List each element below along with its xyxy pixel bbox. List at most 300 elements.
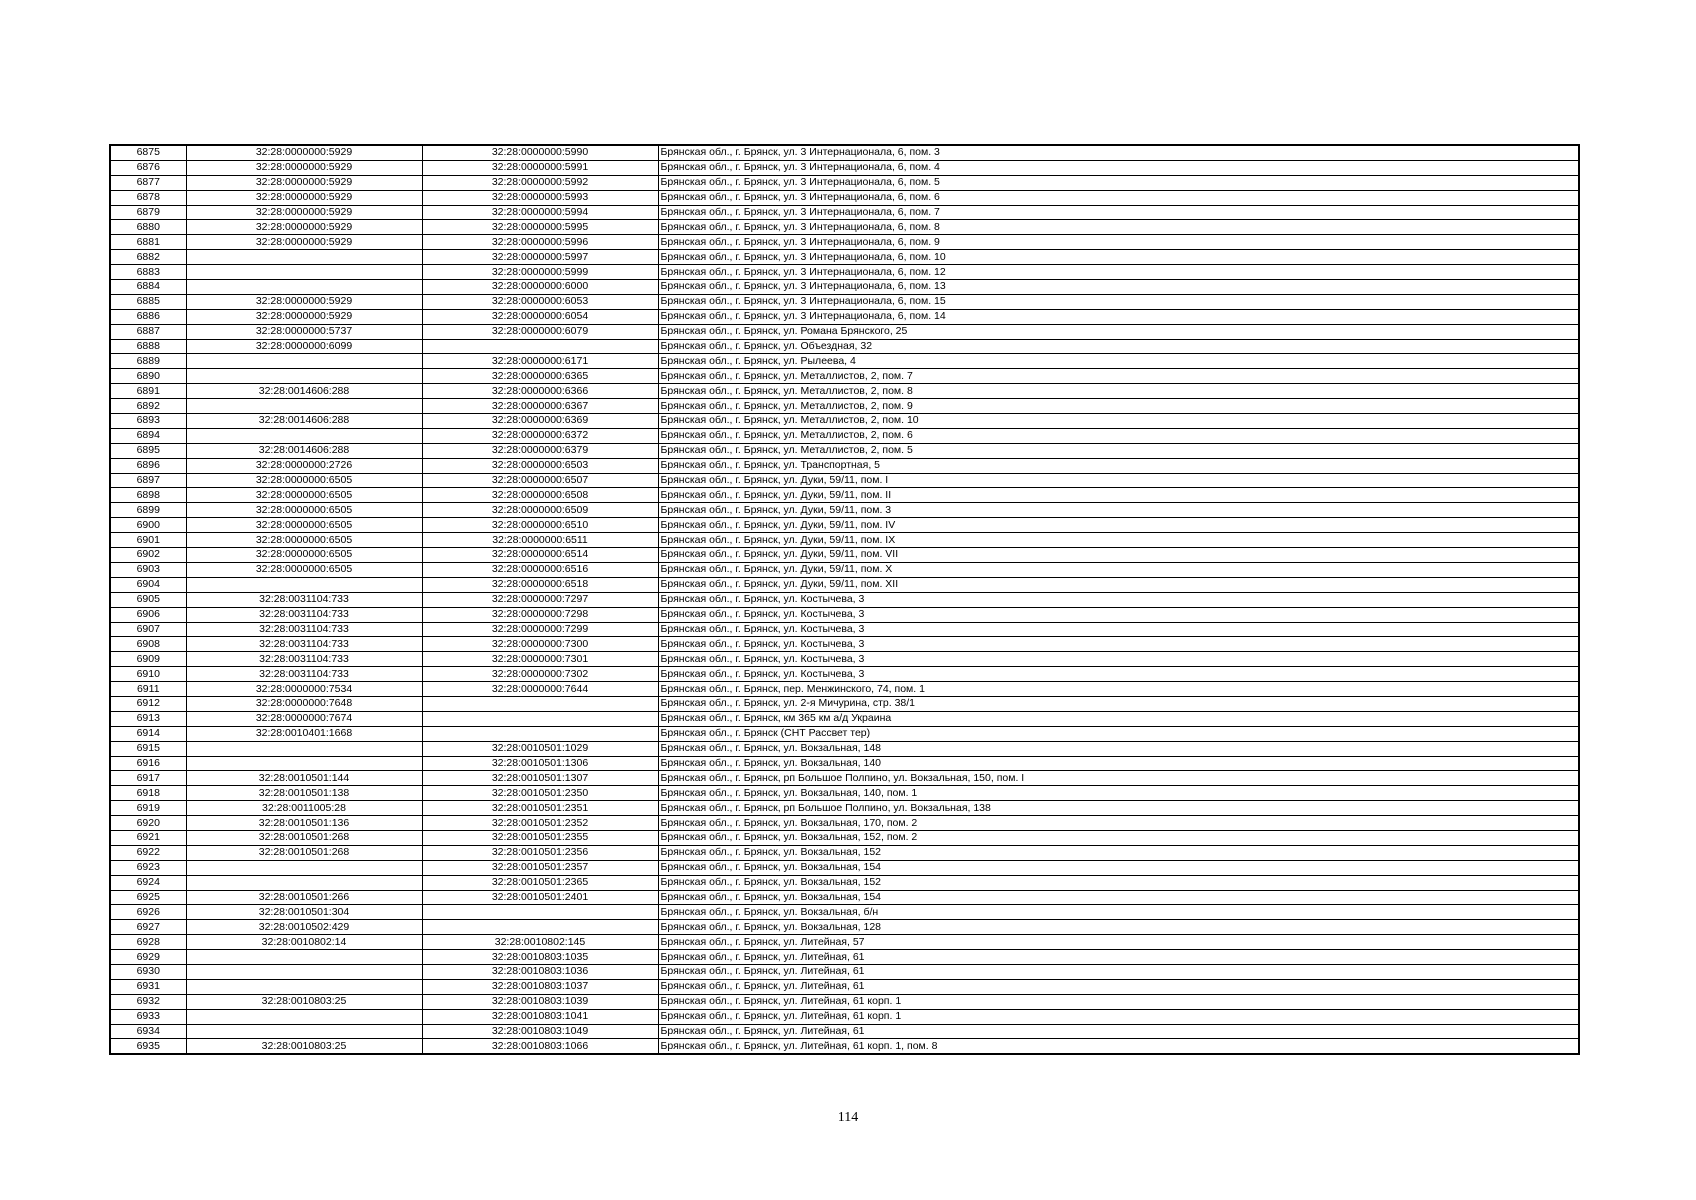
table-row [110,860,1579,875]
address-cell: Брянская обл., г. Брянск, ул. Вокзальная, 154 [658,890,1579,905]
address-cell: Брянская обл., г. Брянск, ул. 3 Интернационала, 6, пом. 12 [658,265,1579,280]
address-cell: Брянская обл., г. Брянск, ул. Дуки, 59/11, пом. IV [658,518,1579,533]
table-row [110,488,1579,503]
row-number-cell: 6929 [110,950,186,965]
address-cell: Брянская обл., г. Брянск, ул. Дуки, 59/11, пом. VII [658,548,1579,563]
row-number-cell: 6887 [110,324,186,339]
table-row [110,428,1579,443]
table-row [110,637,1579,652]
table-row [110,845,1579,860]
object-cadastral-number-cell: 32:28:0000000:7297 [422,592,658,607]
address-cell: Брянская обл., г. Брянск, рп Большое Полпино, ул. Вокзальная, 150, пом. I [658,771,1579,786]
address-cell: Брянская обл., г. Брянск, ул. 3 Интернационала, 6, пом. 7 [658,205,1579,220]
table-row [110,816,1579,831]
object-cadastral-number-cell: 32:28:0010501:2350 [422,786,658,801]
table-row [110,190,1579,205]
parcel-cadastral-number-cell [186,756,422,771]
parcel-cadastral-number-cell [186,577,422,592]
table-row [110,682,1579,697]
parcel-cadastral-number-cell: 32:28:0031104:733 [186,637,422,652]
table-row [110,964,1579,979]
parcel-cadastral-number-cell: 32:28:0031104:733 [186,607,422,622]
object-cadastral-number-cell: 32:28:0000000:5994 [422,205,658,220]
object-cadastral-number-cell: 32:28:0010501:2352 [422,816,658,831]
object-cadastral-number-cell: 32:28:0000000:5995 [422,220,658,235]
table-row [110,667,1579,682]
parcel-cadastral-number-cell: 32:28:0000000:5929 [186,145,422,160]
parcel-cadastral-number-cell: 32:28:0014606:288 [186,414,422,429]
object-cadastral-number-cell: 32:28:0000000:6079 [422,324,658,339]
row-number-cell: 6877 [110,175,186,190]
row-number-cell: 6911 [110,682,186,697]
row-number-cell: 6902 [110,548,186,563]
object-cadastral-number-cell: 32:28:0000000:5992 [422,175,658,190]
row-number-cell: 6889 [110,354,186,369]
object-cadastral-number-cell: 32:28:0000000:6509 [422,503,658,518]
address-cell: Брянская обл., г. Брянск, ул. Литейная, 61 [658,964,1579,979]
parcel-cadastral-number-cell [186,950,422,965]
parcel-cadastral-number-cell: 32:28:0000000:5929 [186,205,422,220]
object-cadastral-number-cell: 32:28:0010803:1049 [422,1024,658,1039]
row-number-cell: 6893 [110,414,186,429]
object-cadastral-number-cell: 32:28:0000000:6514 [422,548,658,563]
row-number-cell: 6910 [110,667,186,682]
row-number-cell: 6931 [110,979,186,994]
table-row [110,994,1579,1009]
table-row [110,399,1579,414]
parcel-cadastral-number-cell: 32:28:0000000:5929 [186,160,422,175]
row-number-cell: 6895 [110,443,186,458]
row-number-cell: 6907 [110,622,186,637]
address-cell: Брянская обл., г. Брянск, пер. Менжинского, 74, пом. 1 [658,682,1579,697]
row-number-cell: 6917 [110,771,186,786]
parcel-cadastral-number-cell: 32:28:0000000:5737 [186,324,422,339]
row-number-cell: 6932 [110,994,186,1009]
address-cell: Брянская обл., г. Брянск, ул. Вокзальная, 154 [658,860,1579,875]
object-cadastral-number-cell [422,711,658,726]
row-number-cell: 6924 [110,875,186,890]
address-cell: Брянская обл., г. Брянск, ул. Транспортная, 5 [658,458,1579,473]
address-cell: Брянская обл., г. Брянск, ул. 3 Интернационала, 6, пом. 5 [658,175,1579,190]
address-cell: Брянская обл., г. Брянск, ул. Вокзальная, 140 [658,756,1579,771]
address-cell: Брянская обл., г. Брянск, ул. 3 Интернационала, 6, пом. 4 [658,160,1579,175]
address-cell: Брянская обл., г. Брянск, ул. Литейная, 61 корп. 1 [658,994,1579,1009]
parcel-cadastral-number-cell: 32:28:0031104:733 [186,667,422,682]
table-row [110,324,1579,339]
parcel-cadastral-number-cell: 32:28:0010502:429 [186,920,422,935]
object-cadastral-number-cell: 32:28:0000000:6369 [422,414,658,429]
object-cadastral-number-cell: 32:28:0000000:6503 [422,458,658,473]
object-cadastral-number-cell: 32:28:0010501:2356 [422,845,658,860]
parcel-cadastral-number-cell: 32:28:0010802:14 [186,935,422,950]
object-cadastral-number-cell: 32:28:0010501:2357 [422,860,658,875]
object-cadastral-number-cell [422,696,658,711]
table-row [110,920,1579,935]
parcel-cadastral-number-cell: 32:28:0000000:2726 [186,458,422,473]
parcel-cadastral-number-cell [186,354,422,369]
address-cell: Брянская обл., г. Брянск, ул. Металлистов, 2, пом. 6 [658,428,1579,443]
parcel-cadastral-number-cell: 32:28:0000000:7648 [186,696,422,711]
table-row [110,518,1579,533]
row-number-cell: 6920 [110,816,186,831]
table-row [110,622,1579,637]
parcel-cadastral-number-cell [186,964,422,979]
table-row [110,160,1579,175]
address-cell: Брянская обл., г. Брянск, ул. Костычева, 3 [658,622,1579,637]
object-cadastral-number-cell: 32:28:0010802:145 [422,935,658,950]
page-number: 114 [837,1110,859,1125]
table-row [110,414,1579,429]
table-row [110,890,1579,905]
parcel-cadastral-number-cell: 32:28:0000000:6505 [186,503,422,518]
parcel-cadastral-number-cell: 32:28:0010501:266 [186,890,422,905]
row-number-cell: 6880 [110,220,186,235]
address-cell: Брянская обл., г. Брянск, ул. Дуки, 59/11, пом. II [658,488,1579,503]
object-cadastral-number-cell: 32:28:0000000:7299 [422,622,658,637]
object-cadastral-number-cell: 32:28:0000000:6379 [422,443,658,458]
table-row [110,905,1579,920]
object-cadastral-number-cell: 32:28:0000000:7298 [422,607,658,622]
object-cadastral-number-cell: 32:28:0000000:5997 [422,250,658,265]
row-number-cell: 6934 [110,1024,186,1039]
row-number-cell: 6933 [110,1009,186,1024]
parcel-cadastral-number-cell: 32:28:0011005:28 [186,801,422,816]
table-row [110,1024,1579,1039]
parcel-cadastral-number-cell: 32:28:0000000:7674 [186,711,422,726]
table-row [110,607,1579,622]
address-cell: Брянская обл., г. Брянск, ул. Дуки, 59/11, пом. X [658,562,1579,577]
address-cell: Брянская обл., г. Брянск, км 365 км а/д Украина [658,711,1579,726]
table-row [110,265,1579,280]
row-number-cell: 6906 [110,607,186,622]
address-cell: Брянская обл., г. Брянск, ул. Вокзальная, 152 [658,845,1579,860]
registry-table-body [110,145,1579,1054]
parcel-cadastral-number-cell: 32:28:0000000:6505 [186,562,422,577]
parcel-cadastral-number-cell: 32:28:0000000:5929 [186,190,422,205]
row-number-cell: 6903 [110,562,186,577]
object-cadastral-number-cell: 32:28:0000000:5999 [422,265,658,280]
object-cadastral-number-cell: 32:28:0010803:1035 [422,950,658,965]
parcel-cadastral-number-cell: 32:28:0014606:288 [186,443,422,458]
row-number-cell: 6890 [110,369,186,384]
row-number-cell: 6904 [110,577,186,592]
parcel-cadastral-number-cell [186,979,422,994]
parcel-cadastral-number-cell: 32:28:0000000:6099 [186,339,422,354]
address-cell: Брянская обл., г. Брянск, ул. Костычева, 3 [658,637,1579,652]
parcel-cadastral-number-cell: 32:28:0000000:5929 [186,294,422,309]
object-cadastral-number-cell: 32:28:0010501:2355 [422,830,658,845]
table-row [110,652,1579,667]
row-number-cell: 6892 [110,399,186,414]
row-number-cell: 6883 [110,265,186,280]
address-cell: Брянская обл., г. Брянск, ул. Костычева, 3 [658,607,1579,622]
address-cell: Брянская обл., г. Брянск, ул. 3 Интернационала, 6, пом. 6 [658,190,1579,205]
row-number-cell: 6884 [110,280,186,295]
row-number-cell: 6897 [110,473,186,488]
address-cell: Брянская обл., г. Брянск (СНТ Рассвет тер) [658,726,1579,741]
table-row [110,875,1579,890]
address-cell: Брянская обл., г. Брянск, ул. Литейная, 61 корп. 1 [658,1009,1579,1024]
row-number-cell: 6878 [110,190,186,205]
parcel-cadastral-number-cell: 32:28:0031104:733 [186,652,422,667]
address-cell: Брянская обл., г. Брянск, ул. Литейная, 61 [658,1024,1579,1039]
address-cell: Брянская обл., г. Брянск, ул. 3 Интернационала, 6, пом. 8 [658,220,1579,235]
table-row [110,354,1579,369]
object-cadastral-number-cell: 32:28:0010501:1307 [422,771,658,786]
table-row [110,533,1579,548]
parcel-cadastral-number-cell: 32:28:0000000:6505 [186,518,422,533]
table-row [110,756,1579,771]
object-cadastral-number-cell: 32:28:0000000:6171 [422,354,658,369]
object-cadastral-number-cell: 32:28:0000000:6516 [422,562,658,577]
table-row [110,175,1579,190]
parcel-cadastral-number-cell [186,860,422,875]
row-number-cell: 6922 [110,845,186,860]
table-row [110,726,1579,741]
row-number-cell: 6908 [110,637,186,652]
row-number-cell: 6912 [110,696,186,711]
object-cadastral-number-cell: 32:28:0000000:6054 [422,309,658,324]
object-cadastral-number-cell [422,905,658,920]
parcel-cadastral-number-cell: 32:28:0010501:138 [186,786,422,801]
table-row [110,801,1579,816]
table-row [110,711,1579,726]
table-row [110,577,1579,592]
table-row [110,503,1579,518]
row-number-cell: 6896 [110,458,186,473]
row-number-cell: 6916 [110,756,186,771]
address-cell: Брянская обл., г. Брянск, ул. 3 Интернационала, 6, пом. 14 [658,309,1579,324]
object-cadastral-number-cell: 32:28:0000000:7302 [422,667,658,682]
parcel-cadastral-number-cell [186,250,422,265]
parcel-cadastral-number-cell: 32:28:0000000:5929 [186,235,422,250]
object-cadastral-number-cell: 32:28:0000000:7301 [422,652,658,667]
table-row [110,145,1579,160]
row-number-cell: 6926 [110,905,186,920]
row-number-cell: 6930 [110,964,186,979]
address-cell: Брянская обл., г. Брянск, ул. Костычева, 3 [658,592,1579,607]
table-row [110,309,1579,324]
parcel-cadastral-number-cell: 32:28:0010501:268 [186,830,422,845]
address-cell: Брянская обл., г. Брянск, ул. Костычева, 3 [658,667,1579,682]
object-cadastral-number-cell: 32:28:0000000:6000 [422,280,658,295]
parcel-cadastral-number-cell [186,399,422,414]
row-number-cell: 6900 [110,518,186,533]
parcel-cadastral-number-cell: 32:28:0031104:733 [186,592,422,607]
parcel-cadastral-number-cell: 32:28:0010803:25 [186,994,422,1009]
parcel-cadastral-number-cell: 32:28:0010501:136 [186,816,422,831]
object-cadastral-number-cell: 32:28:0010803:1036 [422,964,658,979]
table-row [110,592,1579,607]
object-cadastral-number-cell: 32:28:0010803:1041 [422,1009,658,1024]
object-cadastral-number-cell: 32:28:0000000:5991 [422,160,658,175]
table-row [110,1039,1579,1054]
row-number-cell: 6913 [110,711,186,726]
table-row [110,339,1579,354]
table-row [110,220,1579,235]
object-cadastral-number-cell [422,339,658,354]
table-row [110,950,1579,965]
object-cadastral-number-cell: 32:28:0000000:6508 [422,488,658,503]
object-cadastral-number-cell: 32:28:0000000:6372 [422,428,658,443]
address-cell: Брянская обл., г. Брянск, рп Большое Полпино, ул. Вокзальная, 138 [658,801,1579,816]
address-cell: Брянская обл., г. Брянск, ул. Вокзальная, 170, пом. 2 [658,816,1579,831]
address-cell: Брянская обл., г. Брянск, ул. Вокзальная, 140, пом. 1 [658,786,1579,801]
address-cell: Брянская обл., г. Брянск, ул. 3 Интернационала, 6, пом. 10 [658,250,1579,265]
parcel-cadastral-number-cell [186,280,422,295]
row-number-cell: 6914 [110,726,186,741]
row-number-cell: 6918 [110,786,186,801]
address-cell: Брянская обл., г. Брянск, ул. Дуки, 59/11, пом. I [658,473,1579,488]
object-cadastral-number-cell: 32:28:0000000:6510 [422,518,658,533]
object-cadastral-number-cell: 32:28:0010501:1306 [422,756,658,771]
parcel-cadastral-number-cell [186,369,422,384]
object-cadastral-number-cell: 32:28:0000000:6518 [422,577,658,592]
address-cell: Брянская обл., г. Брянск, ул. Металлистов, 2, пом. 5 [658,443,1579,458]
parcel-cadastral-number-cell: 32:28:0031104:733 [186,622,422,637]
parcel-cadastral-number-cell [186,875,422,890]
object-cadastral-number-cell: 32:28:0000000:5996 [422,235,658,250]
row-number-cell: 6894 [110,428,186,443]
table-row [110,235,1579,250]
row-number-cell: 6923 [110,860,186,875]
parcel-cadastral-number-cell: 32:28:0000000:5929 [186,220,422,235]
row-number-cell: 6915 [110,741,186,756]
address-cell: Брянская обл., г. Брянск, ул. Металлистов, 2, пом. 8 [658,384,1579,399]
parcel-cadastral-number-cell: 32:28:0000000:5929 [186,309,422,324]
address-cell: Брянская обл., г. Брянск, ул. 3 Интернационала, 6, пом. 13 [658,280,1579,295]
row-number-cell: 6882 [110,250,186,265]
table-row [110,280,1579,295]
table-row [110,935,1579,950]
row-number-cell: 6928 [110,935,186,950]
object-cadastral-number-cell [422,920,658,935]
object-cadastral-number-cell: 32:28:0000000:6053 [422,294,658,309]
address-cell: Брянская обл., г. Брянск, ул. Дуки, 59/11, пом. 3 [658,503,1579,518]
address-cell: Брянская обл., г. Брянск, ул. Объездная, 32 [658,339,1579,354]
object-cadastral-number-cell: 32:28:0000000:6365 [422,369,658,384]
table-row [110,741,1579,756]
table-row [110,250,1579,265]
address-cell: Брянская обл., г. Брянск, ул. Вокзальная, 152 [658,875,1579,890]
object-cadastral-number-cell: 32:28:0010501:2365 [422,875,658,890]
parcel-cadastral-number-cell: 32:28:0010501:144 [186,771,422,786]
table-row [110,1009,1579,1024]
row-number-cell: 6891 [110,384,186,399]
object-cadastral-number-cell: 32:28:0000000:7300 [422,637,658,652]
row-number-cell: 6925 [110,890,186,905]
address-cell: Брянская обл., г. Брянск, ул. Дуки, 59/11, пом. IX [658,533,1579,548]
address-cell: Брянская обл., г. Брянск, ул. 3 Интернационала, 6, пом. 15 [658,294,1579,309]
registry-table [109,144,1580,1055]
row-number-cell: 6898 [110,488,186,503]
table-row [110,830,1579,845]
object-cadastral-number-cell: 32:28:0000000:5990 [422,145,658,160]
address-cell: Брянская обл., г. Брянск, ул. Литейная, 57 [658,935,1579,950]
row-number-cell: 6927 [110,920,186,935]
parcel-cadastral-number-cell: 32:28:0010401:1668 [186,726,422,741]
table-row [110,473,1579,488]
parcel-cadastral-number-cell: 32:28:0010501:268 [186,845,422,860]
address-cell: Брянская обл., г. Брянск, ул. 3 Интернационала, 6, пом. 9 [658,235,1579,250]
address-cell: Брянская обл., г. Брянск, ул. Металлистов, 2, пом. 9 [658,399,1579,414]
table-row [110,205,1579,220]
table-row [110,696,1579,711]
parcel-cadastral-number-cell [186,1024,422,1039]
row-number-cell: 6899 [110,503,186,518]
address-cell: Брянская обл., г. Брянск, ул. Вокзальная, б/н [658,905,1579,920]
object-cadastral-number-cell: 32:28:0000000:7644 [422,682,658,697]
object-cadastral-number-cell: 32:28:0010803:1039 [422,994,658,1009]
table-row [110,384,1579,399]
object-cadastral-number-cell: 32:28:0010803:1066 [422,1039,658,1054]
parcel-cadastral-number-cell: 32:28:0000000:6505 [186,488,422,503]
row-number-cell: 6885 [110,294,186,309]
address-cell: Брянская обл., г. Брянск, ул. Литейная, 61 корп. 1, пом. 8 [658,1039,1579,1054]
parcel-cadastral-number-cell: 32:28:0000000:6505 [186,533,422,548]
parcel-cadastral-number-cell: 32:28:0000000:7534 [186,682,422,697]
row-number-cell: 6909 [110,652,186,667]
table-row [110,771,1579,786]
row-number-cell: 6875 [110,145,186,160]
row-number-cell: 6881 [110,235,186,250]
address-cell: Брянская обл., г. Брянск, ул. Вокзальная, 152, пом. 2 [658,830,1579,845]
row-number-cell: 6876 [110,160,186,175]
parcel-cadastral-number-cell [186,428,422,443]
parcel-cadastral-number-cell: 32:28:0000000:5929 [186,175,422,190]
row-number-cell: 6879 [110,205,186,220]
address-cell: Брянская обл., г. Брянск, ул. Дуки, 59/11, пом. XII [658,577,1579,592]
address-cell: Брянская обл., г. Брянск, ул. Костычева, 3 [658,652,1579,667]
address-cell: Брянская обл., г. Брянск, ул. 3 Интернационала, 6, пом. 3 [658,145,1579,160]
address-cell: Брянская обл., г. Брянск, ул. Вокзальная, 128 [658,920,1579,935]
parcel-cadastral-number-cell: 32:28:0000000:6505 [186,473,422,488]
parcel-cadastral-number-cell [186,741,422,756]
address-cell: Брянская обл., г. Брянск, ул. Вокзальная, 148 [658,741,1579,756]
row-number-cell: 6886 [110,309,186,324]
object-cadastral-number-cell: 32:28:0000000:6511 [422,533,658,548]
row-number-cell: 6921 [110,830,186,845]
object-cadastral-number-cell [422,726,658,741]
row-number-cell: 6935 [110,1039,186,1054]
parcel-cadastral-number-cell: 32:28:0014606:288 [186,384,422,399]
object-cadastral-number-cell: 32:28:0010501:2401 [422,890,658,905]
parcel-cadastral-number-cell: 32:28:0010803:25 [186,1039,422,1054]
address-cell: Брянская обл., г. Брянск, ул. Литейная, 61 [658,950,1579,965]
object-cadastral-number-cell: 32:28:0010501:1029 [422,741,658,756]
table-row [110,458,1579,473]
parcel-cadastral-number-cell [186,1009,422,1024]
object-cadastral-number-cell: 32:28:0000000:6367 [422,399,658,414]
object-cadastral-number-cell: 32:28:0000000:6507 [422,473,658,488]
row-number-cell: 6888 [110,339,186,354]
object-cadastral-number-cell: 32:28:0010803:1037 [422,979,658,994]
table-row [110,443,1579,458]
parcel-cadastral-number-cell: 32:28:0000000:6505 [186,548,422,563]
address-cell: Брянская обл., г. Брянск, ул. Металлистов, 2, пом. 10 [658,414,1579,429]
table-row [110,562,1579,577]
table-row [110,294,1579,309]
object-cadastral-number-cell: 32:28:0010501:2351 [422,801,658,816]
table-row [110,548,1579,563]
table-row [110,979,1579,994]
address-cell: Брянская обл., г. Брянск, ул. 2-я Мичурина, стр. 38/1 [658,696,1579,711]
table-row [110,369,1579,384]
object-cadastral-number-cell: 32:28:0000000:5993 [422,190,658,205]
row-number-cell: 6901 [110,533,186,548]
address-cell: Брянская обл., г. Брянск, ул. Литейная, 61 [658,979,1579,994]
address-cell: Брянская обл., г. Брянск, ул. Рылеева, 4 [658,354,1579,369]
